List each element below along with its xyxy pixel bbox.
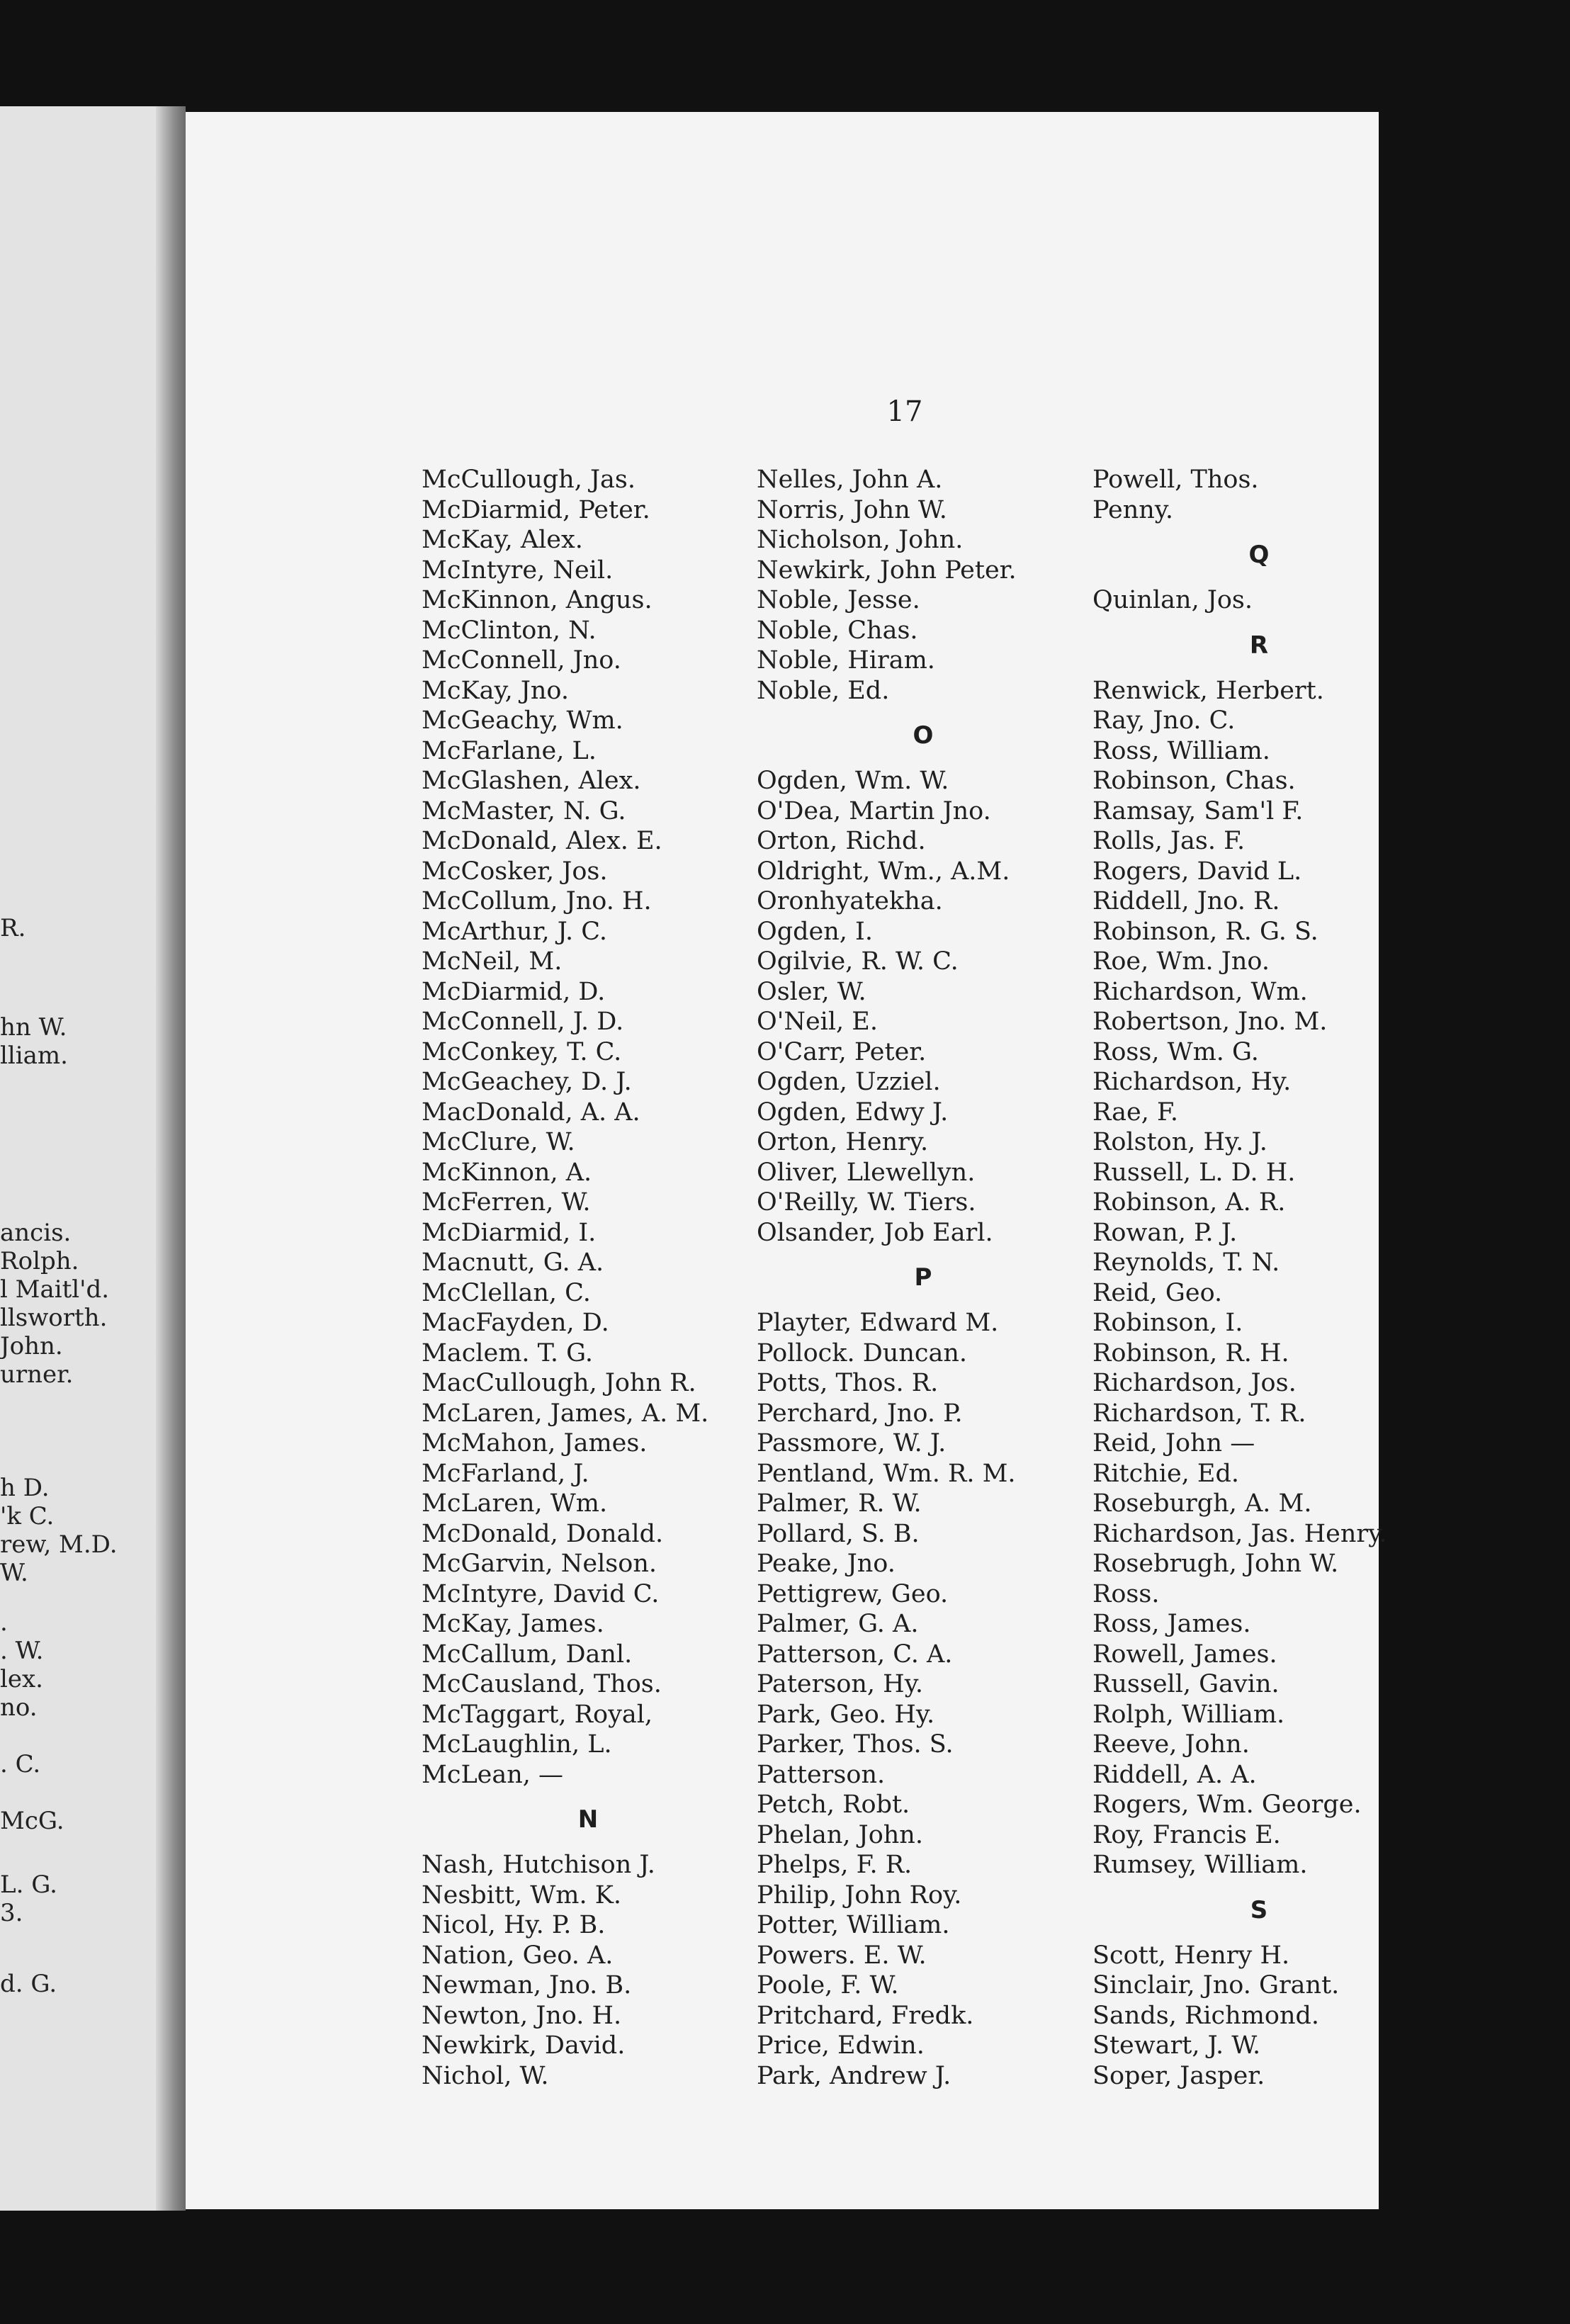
- name-entry: Newkirk, David.: [422, 2031, 626, 2060]
- name-entry: Sands, Richmond.: [1092, 2001, 1320, 2030]
- name-entry: Rolls, Jas. F.: [1092, 827, 1246, 855]
- name-entry: O'Reilly, W. Tiers.: [757, 1188, 976, 1217]
- name-entry: Noble, Chas.: [757, 616, 918, 645]
- name-entry: McMaster, N. G.: [422, 796, 626, 825]
- facing-page-fragment: L. G.: [0, 1871, 57, 1899]
- name-entry: Nichol, W.: [422, 2061, 549, 2090]
- name-entry: Potter, William.: [757, 1911, 950, 1939]
- name-entry: Ogden, Uzziel.: [757, 1068, 941, 1096]
- name-entry: Ross, William.: [1092, 736, 1270, 765]
- name-entry: Ross.: [1092, 1579, 1160, 1608]
- name-entry: McMahon, James.: [422, 1429, 648, 1457]
- name-entry: Renwick, Herbert.: [1092, 676, 1324, 705]
- name-entry: McGeachey, D. J.: [422, 1068, 632, 1096]
- name-entry: Newton, Jno. H.: [422, 2001, 622, 2030]
- name-entry: Richardson, Hy.: [1092, 1068, 1292, 1096]
- name-entry: McFarland, J.: [422, 1459, 589, 1488]
- facing-page-fragment: R.: [0, 914, 26, 942]
- name-entry: Rolston, Hy. J.: [1092, 1128, 1267, 1156]
- name-entry: Palmer, G. A.: [757, 1610, 919, 1638]
- name-entry: Riddell, Jno. R.: [1092, 887, 1280, 915]
- name-entry: Perchard, Jno. P.: [757, 1399, 963, 1428]
- name-entry: McIntyre, Neil.: [422, 555, 614, 585]
- name-entry: McFerren, W.: [422, 1188, 591, 1217]
- name-column-1: [422, 465, 755, 2091]
- name-entry: Stewart, J. W.: [1092, 2031, 1261, 2060]
- name-entry: Nesbitt, Wm. K.: [422, 1880, 621, 1910]
- facing-page-fragment: llsworth.: [0, 1304, 108, 1332]
- name-entry: Patterson, C. A.: [757, 1640, 953, 1669]
- facing-page-fragment: h D.: [0, 1474, 50, 1502]
- name-entry: Ray, Jno. C.: [1092, 706, 1236, 735]
- name-entry: Scott, Henry H.: [1092, 1941, 1290, 1970]
- facing-page-fragment: no.: [0, 1693, 38, 1722]
- name-entry: Rae, F.: [1092, 1098, 1178, 1127]
- name-entry: Peake, Jno.: [757, 1550, 896, 1578]
- name-entry: McFarlane, L.: [422, 736, 597, 765]
- facing-page-edge: [0, 106, 186, 2211]
- name-entry: Rumsey, William.: [1092, 1851, 1308, 1879]
- name-column-3: [1092, 465, 1425, 2091]
- name-entry: Roe, Wm. Jno.: [1092, 947, 1270, 976]
- name-entry: McDiarmid, D.: [422, 977, 606, 1006]
- name-entry: Nicol, Hy. P. B.: [422, 1911, 606, 1939]
- name-entry: McDonald, Donald.: [422, 1519, 664, 1548]
- name-entry: Poole, F. W.: [757, 1971, 899, 1999]
- name-entry: Quinlan, Jos.: [1092, 586, 1253, 614]
- name-entry: Orton, Henry.: [757, 1128, 929, 1156]
- name-entry: Penny.: [1092, 495, 1174, 524]
- name-entry: McClure, W.: [422, 1128, 575, 1156]
- facing-page-fragment: l Maitl'd.: [0, 1275, 110, 1304]
- facing-page-fragment: John.: [0, 1332, 63, 1360]
- name-entry: McClinton, N.: [422, 616, 597, 645]
- facing-page-fragment: Rolph.: [0, 1247, 79, 1275]
- name-entry: Riddell, A. A.: [1092, 1760, 1257, 1789]
- name-entry: Sinclair, Jno. Grant.: [1092, 1971, 1340, 1999]
- name-entry: Patterson.: [757, 1760, 886, 1789]
- name-column-2: [757, 465, 1090, 2091]
- facing-page-fragment: . W.: [0, 1637, 44, 1665]
- name-entry: Ross, James.: [1092, 1610, 1251, 1638]
- facing-page-fragment: lliam.: [0, 1042, 68, 1070]
- facing-page-fragment: W.: [0, 1559, 28, 1587]
- name-entry: Orton, Richd.: [757, 827, 926, 855]
- name-entry: Newman, Jno. B.: [422, 1971, 632, 1999]
- name-entry: McKinnon, Angus.: [422, 586, 653, 614]
- name-entry: Ogden, Wm. W.: [757, 767, 949, 795]
- name-entry: Ramsay, Sam'l F.: [1092, 796, 1304, 825]
- name-entry: Reeve, John.: [1092, 1730, 1250, 1759]
- page-gutter-shadow: [156, 106, 186, 2211]
- name-entry: McKinnon, A.: [422, 1158, 592, 1187]
- name-entry: Reynolds, T. N.: [1092, 1248, 1280, 1277]
- name-entry: McConnell, Jno.: [422, 646, 621, 675]
- name-entry: Price, Edwin.: [757, 2031, 925, 2060]
- name-entry: McGlashen, Alex.: [422, 767, 641, 795]
- section-letter-heading: P: [914, 1263, 932, 1292]
- name-entry: Ogden, Edwy J.: [757, 1098, 949, 1127]
- name-entry: McClellan, C.: [422, 1278, 591, 1307]
- facing-page-fragment: . C.: [0, 1750, 41, 1778]
- name-entry: Robinson, Chas.: [1092, 767, 1296, 795]
- name-entry: Osler, W.: [757, 977, 866, 1006]
- name-entry: Russell, Gavin.: [1092, 1670, 1280, 1698]
- name-entry: Park, Andrew J.: [757, 2061, 951, 2090]
- name-entry: McCollum, Jno. H.: [422, 887, 652, 915]
- name-entry: Phelan, John.: [757, 1820, 923, 1849]
- name-entry: McLean, —: [422, 1760, 564, 1789]
- section-letter-heading: S: [1250, 1895, 1268, 1924]
- name-entry: O'Dea, Martin Jno.: [757, 796, 991, 825]
- section-letter-heading: O: [913, 721, 934, 750]
- name-entry: Powers. E. W.: [757, 1941, 927, 1970]
- name-entry: Noble, Jesse.: [757, 586, 920, 614]
- name-entry: McCausland, Thos.: [422, 1670, 662, 1698]
- name-entry: Richardson, Wm.: [1092, 977, 1308, 1006]
- name-entry: Pettigrew, Geo.: [757, 1579, 949, 1608]
- name-entry: McTaggart, Royal,: [422, 1700, 653, 1729]
- name-entry: Philip, John Roy.: [757, 1880, 962, 1910]
- name-entry: Powell, Thos.: [1092, 466, 1259, 494]
- name-entry: O'Neil, E.: [757, 1008, 878, 1036]
- name-entry: Robinson, I.: [1092, 1309, 1243, 1337]
- name-entry: McLaren, Wm.: [422, 1489, 608, 1518]
- name-entry: Noble, Ed.: [757, 676, 890, 705]
- name-entry: Petch, Robt.: [757, 1790, 910, 1819]
- name-entry: O'Carr, Peter.: [757, 1037, 927, 1066]
- name-entry: MacCullough, John R.: [422, 1369, 696, 1397]
- name-entry: Rowell, James.: [1092, 1640, 1277, 1669]
- facing-page-fragment: 'k C.: [0, 1502, 55, 1530]
- name-entry: McCallum, Danl.: [422, 1640, 633, 1669]
- name-entry: McCosker, Jos.: [422, 857, 608, 886]
- name-entry: McIntyre, David C.: [422, 1579, 660, 1608]
- facing-page-fragment: ancis.: [0, 1219, 72, 1247]
- name-entry: Palmer, R. W.: [757, 1489, 922, 1518]
- name-entry: Oronhyatekha.: [757, 887, 943, 915]
- name-entry: Olsander, Job Earl.: [757, 1218, 993, 1247]
- name-entry: Rowan, P. J.: [1092, 1218, 1238, 1247]
- name-entry: Parker, Thos. S.: [757, 1730, 954, 1759]
- name-entry: Maclem. T. G.: [422, 1338, 593, 1367]
- name-entry: Pritchard, Fredk.: [757, 2001, 974, 2030]
- name-entry: Norris, John W.: [757, 495, 947, 524]
- name-entry: Macnutt, G. A.: [422, 1248, 604, 1277]
- name-entry: Park, Geo. Hy.: [757, 1700, 935, 1729]
- name-entry: Potts, Thos. R.: [757, 1369, 939, 1397]
- name-entry: Reid, Geo.: [1092, 1278, 1223, 1307]
- name-entry: Nelles, John A.: [757, 466, 943, 494]
- name-entry: Richardson, Jos.: [1092, 1369, 1297, 1397]
- name-entry: Rolph, William.: [1092, 1700, 1285, 1729]
- name-entry: Paterson, Hy.: [757, 1670, 923, 1698]
- name-entry: Rosebrugh, John W.: [1092, 1550, 1339, 1578]
- name-entry: Pollock. Duncan.: [757, 1338, 968, 1367]
- facing-page-fragment: hn W.: [0, 1013, 67, 1042]
- facing-page-fragment: McG.: [0, 1807, 64, 1835]
- facing-page-fragment: .: [0, 1608, 8, 1637]
- name-entry: MacDonald, A. A.: [422, 1098, 640, 1127]
- name-entry: McCullough, Jas.: [422, 466, 636, 494]
- name-entry: Oldright, Wm., A.M.: [757, 857, 1010, 886]
- name-entry: McDiarmid, I.: [422, 1218, 597, 1247]
- section-letter-heading: N: [577, 1805, 599, 1834]
- name-entry: Russell, L. D. H.: [1092, 1158, 1296, 1187]
- name-entry: Soper, Jasper.: [1092, 2061, 1265, 2090]
- name-entry: McGarvin, Nelson.: [422, 1550, 657, 1578]
- name-entry: Robinson, R. H.: [1092, 1338, 1289, 1367]
- name-entry: Playter, Edward M.: [757, 1309, 999, 1337]
- name-entry: Ogden, I.: [757, 917, 873, 946]
- name-entry: Ogilvie, R. W. C.: [757, 947, 959, 976]
- page-number: 17: [886, 395, 923, 428]
- name-entry: McDiarmid, Peter.: [422, 495, 650, 524]
- facing-page-fragment: rew, M.D.: [0, 1530, 118, 1559]
- name-entry: McLaren, James, A. M.: [422, 1399, 709, 1428]
- document-page: [186, 112, 1387, 2209]
- name-entry: McDonald, Alex. E.: [422, 827, 662, 855]
- name-entry: McKay, Alex.: [422, 526, 583, 554]
- name-entry: Passmore, W. J.: [757, 1429, 947, 1457]
- name-entry: McKay, Jno.: [422, 676, 569, 705]
- facing-page-fragment: 3.: [0, 1899, 23, 1927]
- section-letter-heading: R: [1249, 631, 1269, 660]
- name-entry: Robinson, A. R.: [1092, 1188, 1286, 1217]
- name-entry: Phelps, F. R.: [757, 1851, 913, 1879]
- name-entry: Rogers, Wm. George.: [1092, 1790, 1362, 1819]
- name-entry: Robinson, R. G. S.: [1092, 917, 1318, 946]
- name-entry: Noble, Hiram.: [757, 646, 935, 675]
- name-entry: MacFayden, D.: [422, 1309, 609, 1337]
- name-entry: McLaughlin, L.: [422, 1730, 612, 1759]
- name-entry: Richardson, Jas. Henry.: [1092, 1519, 1387, 1548]
- name-entry: Rogers, David L.: [1092, 857, 1302, 886]
- name-entry: McNeil, M.: [422, 947, 563, 976]
- name-entry: McConkey, T. C.: [422, 1037, 622, 1066]
- name-entry: Ritchie, Ed.: [1092, 1459, 1239, 1488]
- name-entry: Pollard, S. B.: [757, 1519, 920, 1548]
- name-entry: Richardson, T. R.: [1092, 1399, 1306, 1428]
- name-entry: McArthur, J. C.: [422, 917, 607, 946]
- name-entry: McKay, James.: [422, 1610, 604, 1638]
- name-entry: Ross, Wm. G.: [1092, 1037, 1259, 1066]
- name-entry: Robertson, Jno. M.: [1092, 1008, 1328, 1036]
- name-entry: Nicholson, John.: [757, 526, 964, 554]
- facing-page-fragment: lex.: [0, 1665, 43, 1693]
- facing-page-fragment: urner.: [0, 1360, 74, 1389]
- name-entry: McGeachy, Wm.: [422, 706, 623, 735]
- name-entry: Roseburgh, A. M.: [1092, 1489, 1312, 1518]
- name-entry: Newkirk, John Peter.: [757, 555, 1017, 585]
- name-entry: McConnell, J. D.: [422, 1008, 624, 1036]
- section-letter-heading: Q: [1248, 541, 1270, 569]
- name-entry: Nation, Geo. A.: [422, 1941, 614, 1970]
- name-entry: Oliver, Llewellyn.: [757, 1158, 976, 1187]
- name-entry: Roy, Francis E.: [1092, 1820, 1281, 1849]
- name-entry: Pentland, Wm. R. M.: [757, 1459, 1016, 1488]
- facing-page-fragment: d. G.: [0, 1970, 57, 1998]
- name-entry: Nash, Hutchison J.: [422, 1851, 655, 1879]
- name-entry: Reid, John —: [1092, 1429, 1255, 1457]
